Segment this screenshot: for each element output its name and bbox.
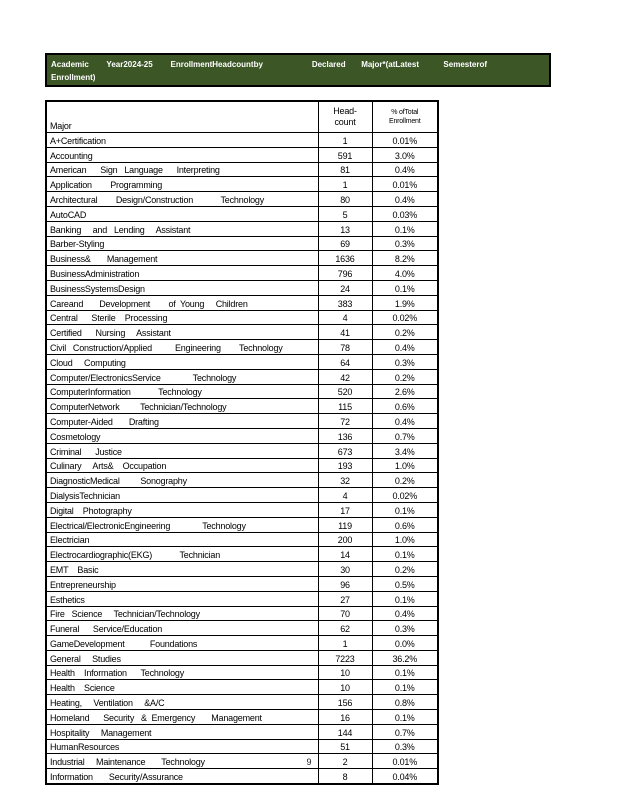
major-cell: American Sign Language Interpreting <box>46 162 318 177</box>
pct-cell: 0.6% <box>372 399 438 414</box>
table-row <box>46 443 438 458</box>
pct-cell: 0.02% <box>372 488 438 503</box>
headcount-cell: 30 <box>318 562 372 577</box>
pct-cell: 0.01% <box>372 133 438 148</box>
major-cell: Accounting <box>46 147 318 162</box>
headcount-cell: 1 <box>318 636 372 651</box>
pct-cell: 0.8% <box>372 695 438 710</box>
headcount-cell: 520 <box>318 384 372 399</box>
table-row <box>46 133 438 148</box>
major-cell: AutoCAD <box>46 206 318 221</box>
major-cell: Health Science <box>46 680 318 695</box>
pct-cell: 0.01% <box>372 754 438 769</box>
major-cell: Funeral Service/Education <box>46 621 318 636</box>
enrollment-major-table <box>45 100 439 785</box>
page-number: 9 <box>306 757 312 767</box>
pct-cell: 3.4% <box>372 443 438 458</box>
headcount-cell: 42 <box>318 369 372 384</box>
headcount-cell: 4 <box>318 310 372 325</box>
table-row <box>46 428 438 443</box>
pct-cell: 1.0% <box>372 532 438 547</box>
headcount-cell: 10 <box>318 665 372 680</box>
headcount-cell: 10 <box>318 680 372 695</box>
column-header-headcount-line2: count <box>334 117 356 127</box>
table-row <box>46 532 438 547</box>
major-cell: DialysisTechnician <box>46 488 318 503</box>
table-row <box>46 399 438 414</box>
table-row <box>46 251 438 266</box>
major-cell: Criminal Justice <box>46 443 318 458</box>
major-cell: GameDevelopment Foundations <box>46 636 318 651</box>
pct-cell: 0.03% <box>372 206 438 221</box>
headcount-cell: 7223 <box>318 650 372 665</box>
major-cell: Computer-Aided Drafting <box>46 414 318 429</box>
headcount-cell: 119 <box>318 517 372 532</box>
major-cell: BusinessAdministration <box>46 266 318 281</box>
table-row <box>46 295 438 310</box>
headcount-cell: 69 <box>318 236 372 251</box>
headcount-cell: 193 <box>318 458 372 473</box>
pct-cell: 0.3% <box>372 739 438 754</box>
pct-cell: 0.7% <box>372 428 438 443</box>
headcount-cell: 156 <box>318 695 372 710</box>
headcount-cell: 1 <box>318 177 372 192</box>
major-cell: Fire Science Technician/Technology <box>46 606 318 621</box>
headcount-cell: 1 <box>318 133 372 148</box>
pct-cell: 1.9% <box>372 295 438 310</box>
headcount-cell: 62 <box>318 621 372 636</box>
table-row <box>46 236 438 251</box>
table-row <box>46 621 438 636</box>
headcount-cell: 41 <box>318 325 372 340</box>
table-row <box>46 576 438 591</box>
major-cell: Electrocardiographic(EKG) Technician <box>46 547 318 562</box>
pct-cell: 1.0% <box>372 458 438 473</box>
headcount-cell: 383 <box>318 295 372 310</box>
major-cell: General Studies <box>46 650 318 665</box>
table-row <box>46 769 438 784</box>
major-cell: Electrical/ElectronicEngineering Technology <box>46 517 318 532</box>
pct-cell: 0.6% <box>372 517 438 532</box>
headcount-cell: 4 <box>318 488 372 503</box>
major-cell: Cosmetology <box>46 428 318 443</box>
headcount-cell: 2 <box>318 754 372 769</box>
major-cell: A+Certification <box>46 133 318 148</box>
headcount-cell: 51 <box>318 739 372 754</box>
headcount-cell: 17 <box>318 502 372 517</box>
pct-cell: 0.2% <box>372 325 438 340</box>
headcount-cell: 13 <box>318 221 372 236</box>
major-cell: ComputerNetwork Technician/Technology <box>46 399 318 414</box>
headcount-cell: 72 <box>318 414 372 429</box>
headcount-cell: 14 <box>318 547 372 562</box>
headcount-cell: 5 <box>318 206 372 221</box>
headcount-cell: 24 <box>318 280 372 295</box>
pct-cell: 0.4% <box>372 192 438 207</box>
headcount-cell: 16 <box>318 710 372 725</box>
headcount-cell: 81 <box>318 162 372 177</box>
pct-cell: 0.1% <box>372 665 438 680</box>
major-cell: Civil Construction/Applied Engineering Technology <box>46 340 318 355</box>
table-row <box>46 177 438 192</box>
column-header-headcount-line1: Head- <box>333 106 357 116</box>
table-row <box>46 739 438 754</box>
table-row <box>46 517 438 532</box>
table-row <box>46 488 438 503</box>
pct-cell: 0.3% <box>372 236 438 251</box>
report-title-line1: Academic Year2024-25 EnrollmentHeadcountby Declared Major*(atLatest Semesterof <box>51 60 487 69</box>
table-row <box>46 562 438 577</box>
table-row <box>46 192 438 207</box>
table-row <box>46 665 438 680</box>
headcount-cell: 64 <box>318 354 372 369</box>
major-cell: Architectural Design/Construction Technology <box>46 192 318 207</box>
major-cell: Electrician <box>46 532 318 547</box>
pct-cell: 0.1% <box>372 710 438 725</box>
table-row <box>46 325 438 340</box>
table-row <box>46 384 438 399</box>
headcount-cell: 78 <box>318 340 372 355</box>
column-header-headcount <box>318 101 372 133</box>
pct-cell: 2.6% <box>372 384 438 399</box>
major-cell: Entrepreneurship <box>46 576 318 591</box>
pct-cell: 0.5% <box>372 576 438 591</box>
major-cell: Barber-Styling <box>46 236 318 251</box>
major-cell: Careand Development of Young Children <box>46 295 318 310</box>
pct-cell: 0.2% <box>372 369 438 384</box>
major-cell: Hospitality Management <box>46 724 318 739</box>
major-cell: DiagnosticMedical Sonography <box>46 473 318 488</box>
headcount-cell: 96 <box>318 576 372 591</box>
table-row <box>46 369 438 384</box>
table-header-row <box>46 101 438 133</box>
major-cell: Health Information Technology <box>46 665 318 680</box>
major-cell: Cloud Computing <box>46 354 318 369</box>
table-row <box>46 221 438 236</box>
pct-cell: 36.2% <box>372 650 438 665</box>
headcount-cell: 144 <box>318 724 372 739</box>
table-row <box>46 354 438 369</box>
table-row <box>46 724 438 739</box>
major-cell: Culinary Arts& Occupation <box>46 458 318 473</box>
table-row <box>46 606 438 621</box>
pct-cell: 0.04% <box>372 769 438 784</box>
headcount-cell: 1636 <box>318 251 372 266</box>
headcount-cell: 673 <box>318 443 372 458</box>
pct-cell: 0.4% <box>372 340 438 355</box>
pct-cell: 3.0% <box>372 147 438 162</box>
major-cell: Information Security/Assurance <box>46 769 318 784</box>
table-row <box>46 695 438 710</box>
column-header-major: Major <box>46 101 318 133</box>
table-row <box>46 310 438 325</box>
major-cell: Heating, Ventilation &A/C <box>46 695 318 710</box>
pct-cell: 0.1% <box>372 680 438 695</box>
pct-cell: 0.4% <box>372 162 438 177</box>
major-cell: Application Programming <box>46 177 318 192</box>
headcount-cell: 591 <box>318 147 372 162</box>
pct-cell: 0.1% <box>372 280 438 295</box>
pct-cell: 0.1% <box>372 502 438 517</box>
report-title-banner <box>45 53 551 87</box>
headcount-cell: 200 <box>318 532 372 547</box>
table-row <box>46 473 438 488</box>
headcount-cell: 27 <box>318 591 372 606</box>
table-row <box>46 502 438 517</box>
column-header-pct-line2: Enrollment <box>389 118 421 125</box>
column-header-pct-line1: % ofTotal <box>391 109 419 116</box>
pct-cell: 0.2% <box>372 562 438 577</box>
table-row <box>46 340 438 355</box>
major-cell: HumanResources <box>46 739 318 754</box>
table-row <box>46 650 438 665</box>
pct-cell: 0.4% <box>372 414 438 429</box>
major-cell: Esthetics <box>46 591 318 606</box>
pct-cell: 0.01% <box>372 177 438 192</box>
pct-cell: 0.1% <box>372 221 438 236</box>
table-row <box>46 458 438 473</box>
column-header-pct-of-total <box>372 101 438 133</box>
major-cell: Computer/ElectronicsService Technology <box>46 369 318 384</box>
major-cell: Homeland Security & Emergency Management <box>46 710 318 725</box>
table-row <box>46 591 438 606</box>
major-cell: BusinessSystemsDesign <box>46 280 318 295</box>
major-cell: Digital Photography <box>46 502 318 517</box>
table-row <box>46 162 438 177</box>
major-cell: Banking and Lending Assistant <box>46 221 318 236</box>
major-cell: ComputerInformation Technology <box>46 384 318 399</box>
pct-cell: 0.1% <box>372 547 438 562</box>
major-cell: EMT Basic <box>46 562 318 577</box>
pct-cell: 0.02% <box>372 310 438 325</box>
table-row <box>46 280 438 295</box>
major-cell: Business& Management <box>46 251 318 266</box>
pct-cell: 0.0% <box>372 636 438 651</box>
headcount-cell: 796 <box>318 266 372 281</box>
pct-cell: 0.3% <box>372 621 438 636</box>
table-row <box>46 710 438 725</box>
headcount-cell: 136 <box>318 428 372 443</box>
report-title-line2: Enrollment) <box>51 73 96 82</box>
headcount-cell: 8 <box>318 769 372 784</box>
pct-cell: 0.2% <box>372 473 438 488</box>
major-table-body <box>46 133 438 785</box>
table-row <box>46 206 438 221</box>
headcount-cell: 70 <box>318 606 372 621</box>
headcount-cell: 115 <box>318 399 372 414</box>
major-cell: Central Sterile Processing <box>46 310 318 325</box>
table-row <box>46 147 438 162</box>
headcount-cell: 80 <box>318 192 372 207</box>
pct-cell: 4.0% <box>372 266 438 281</box>
table-row <box>46 636 438 651</box>
table-row <box>46 266 438 281</box>
major-cell: Industrial Maintenance Technology <box>46 754 318 769</box>
table-row <box>46 680 438 695</box>
pct-cell: 0.4% <box>372 606 438 621</box>
pct-cell: 0.1% <box>372 591 438 606</box>
pct-cell: 0.7% <box>372 724 438 739</box>
table-row <box>46 414 438 429</box>
pct-cell: 0.3% <box>372 354 438 369</box>
major-cell: Certified Nursing Assistant <box>46 325 318 340</box>
headcount-cell: 32 <box>318 473 372 488</box>
pct-cell: 8.2% <box>372 251 438 266</box>
table-row <box>46 547 438 562</box>
